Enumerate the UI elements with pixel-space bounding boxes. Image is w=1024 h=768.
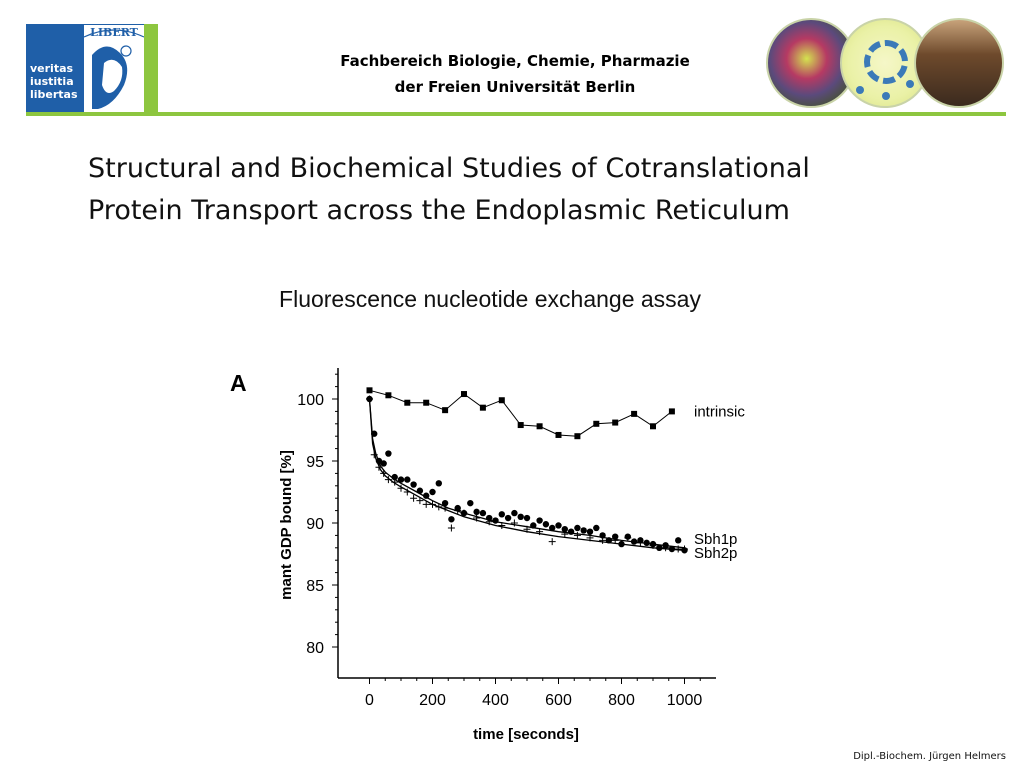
data-point-circle xyxy=(518,514,524,520)
data-point-circle xyxy=(631,538,637,544)
data-point-square xyxy=(499,397,505,403)
data-point-circle xyxy=(644,540,650,546)
data-point-square xyxy=(461,391,467,397)
series-label: Sbh1p xyxy=(694,531,738,549)
x-tick-label: 200 xyxy=(419,692,446,709)
data-point-square xyxy=(480,405,486,411)
data-point-circle xyxy=(492,517,498,523)
chart-axes xyxy=(297,368,716,709)
chart-marks xyxy=(366,387,745,561)
panel-label: A xyxy=(230,370,247,396)
logo-word: iustitia xyxy=(30,75,74,88)
data-point-circle xyxy=(530,522,536,528)
logo-word: libertas xyxy=(30,88,78,101)
data-point-square xyxy=(631,411,637,417)
data-point-square xyxy=(385,392,391,398)
data-point-square xyxy=(518,422,524,428)
data-point-square xyxy=(612,420,618,426)
data-point-square xyxy=(423,400,429,406)
series-label: Sbh2p xyxy=(694,544,738,562)
series-label: intrinsic xyxy=(694,403,745,421)
data-point-circle xyxy=(587,528,593,534)
data-point-circle xyxy=(549,525,555,531)
data-point-circle xyxy=(448,516,454,522)
data-point-square xyxy=(593,421,599,427)
y-tick-label: 80 xyxy=(306,640,324,657)
department-line: Fachbereich Biologie, Chemie, Pharmazie xyxy=(340,52,690,70)
data-point-circle xyxy=(436,480,442,486)
data-point-plus xyxy=(574,532,581,539)
data-point-circle xyxy=(568,528,574,534)
data-point-circle xyxy=(511,510,517,516)
data-point-circle xyxy=(385,450,391,456)
data-point-circle xyxy=(574,525,580,531)
data-point-circle xyxy=(524,515,530,521)
x-tick-label: 600 xyxy=(545,692,572,709)
data-point-circle xyxy=(675,537,681,543)
data-point-circle xyxy=(480,510,486,516)
title-line: Protein Transport across the Endoplasmic Reticulum xyxy=(88,195,790,226)
data-point-circle xyxy=(417,488,423,494)
data-point-square xyxy=(537,423,543,429)
author-credit: Dipl.-Biochem. Jürgen Helmers xyxy=(853,751,1006,762)
y-tick-label: 85 xyxy=(306,578,324,595)
x-tick-label: 0 xyxy=(365,692,374,709)
data-point-circle xyxy=(467,500,473,506)
title-line: Structural and Biochemical Studies of Cotranslational xyxy=(88,153,810,184)
y-tick-label: 95 xyxy=(306,454,324,471)
data-point-square xyxy=(650,423,656,429)
university-line: der Freien Universität Berlin xyxy=(394,78,636,96)
data-point-circle xyxy=(543,521,549,527)
chart-subtitle: Fluorescence nucleotide exchange assay xyxy=(279,286,701,312)
data-point-circle xyxy=(536,517,542,523)
data-point-plus xyxy=(448,524,455,531)
y-tick-label: 90 xyxy=(306,516,324,533)
logo-word: veritas xyxy=(30,62,74,75)
data-point-circle xyxy=(371,431,377,437)
x-tick-label: 800 xyxy=(608,692,635,709)
data-point-circle xyxy=(423,493,429,499)
data-point-circle xyxy=(505,515,511,521)
data-point-circle xyxy=(429,489,435,495)
data-point-square xyxy=(442,407,448,413)
data-point-circle xyxy=(581,527,587,533)
data-point-circle xyxy=(398,476,404,482)
x-tick-label: 1000 xyxy=(666,692,703,709)
y-tick-label: 100 xyxy=(297,392,324,409)
y-axis-label: mant GDP bound [%] xyxy=(278,450,295,600)
x-tick-label: 400 xyxy=(482,692,509,709)
data-point-circle xyxy=(555,522,561,528)
data-point-circle xyxy=(606,537,612,543)
data-point-circle xyxy=(404,476,410,482)
fit-curve xyxy=(370,399,685,548)
data-point-circle xyxy=(410,481,416,487)
data-point-circle xyxy=(499,511,505,517)
data-point-circle xyxy=(473,509,479,515)
data-point-circle xyxy=(669,546,675,552)
data-point-square xyxy=(669,408,675,414)
data-point-square xyxy=(404,400,410,406)
data-point-circle xyxy=(593,525,599,531)
data-point-circle xyxy=(380,460,386,466)
data-point-square xyxy=(556,432,562,438)
seal-text: LIBERT xyxy=(90,26,138,39)
data-point-plus xyxy=(549,538,556,545)
data-point-plus xyxy=(366,396,373,403)
data-point-square xyxy=(574,433,580,439)
data-point-square xyxy=(367,387,373,393)
data-point-circle xyxy=(618,541,624,547)
data-point-circle xyxy=(656,545,662,551)
x-axis-label: time [seconds] xyxy=(473,726,579,743)
series-line xyxy=(370,390,672,436)
